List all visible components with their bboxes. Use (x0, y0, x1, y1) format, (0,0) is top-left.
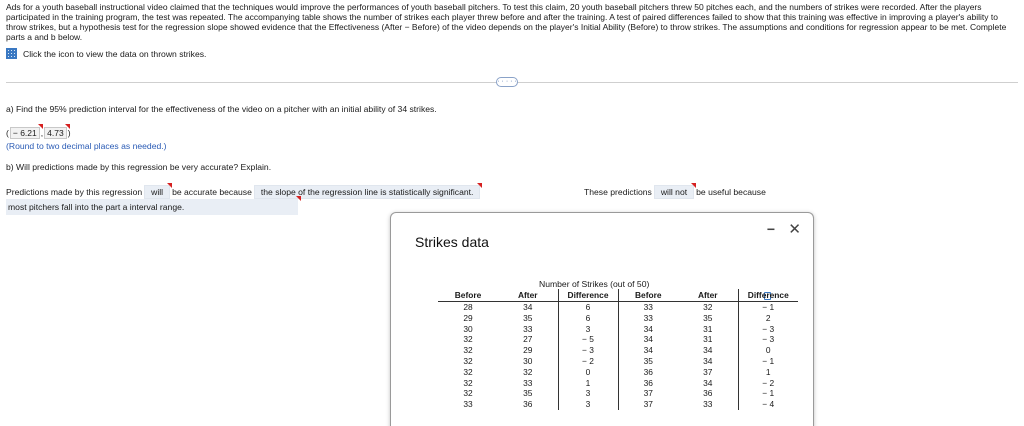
cell-difference-2: − 2 (762, 377, 775, 388)
dropdown-will[interactable] (144, 185, 170, 199)
cell-after-1: 33 (523, 377, 533, 388)
table-row (438, 399, 798, 410)
incorrect-flag-icon (477, 183, 482, 188)
cell-after-1: 30 (523, 355, 533, 366)
table-row (438, 367, 798, 378)
sentence2-suffix: be useful because (696, 187, 766, 197)
cell-before-2: 36 (643, 377, 653, 388)
cell-before-2: 37 (643, 399, 653, 410)
cell-after-2: 34 (678, 345, 738, 356)
table-row (438, 302, 798, 313)
table-row (438, 345, 798, 356)
cell-after-2: 33 (678, 399, 738, 410)
cell-after-1: 32 (523, 366, 533, 377)
problem-intro: Ads for a youth baseball instructional video claimed that the techniques would improve the performances of youth baseball pitchers. To test this claim, 20 youth baseball pitchers threw 50 pitches each, and the numbers of strikes were recorded. After the players participated in the training program, the test was repeated. The accompanying table shows the number of strikes each player threw before and after the training. A test of paired differences failed to show that this training was effective in improving a player's ability to throw strikes, but a hypothesis test for the regression slope showed evidence that the Effectiveness (After − Before) of the video depends on the player's Initial Ability (Before) to throw strikes. The assumptions and conditions for regression appear to be met. Complete parts a and b below. (6, 2, 1007, 42)
cell-difference-2: − 3 (762, 334, 775, 345)
cell-after-2: 34 (678, 356, 738, 367)
cell-before-2: 33 (643, 312, 653, 323)
cell-difference-2: − 3 (762, 323, 775, 334)
data-link-label: Click the icon to view the data on thrown strikes. (23, 48, 207, 59)
cell-difference-2: 1 (765, 366, 771, 377)
table-caption: Number of Strikes (out of 50) (539, 279, 650, 289)
part-b-sentence-1 (6, 185, 482, 199)
part-a-question: a) Find the 95% prediction interval for the effectiveness of the video on a pitcher with an initial ability of 34 strikes. (6, 104, 437, 114)
close-paren: ) (67, 128, 71, 138)
cell-before-1: 32 (463, 377, 473, 388)
dropdown-will-not[interactable] (654, 185, 694, 199)
part-b-question: b) Will predictions made by this regression be very accurate? Explain. (6, 162, 272, 172)
dropdown-will-value: will (151, 187, 164, 197)
cell-difference-1: 3 (558, 324, 618, 335)
incorrect-flag-icon (65, 124, 70, 129)
table-row (438, 378, 798, 389)
sentence2-prefix: These predictions (584, 187, 652, 197)
cell-after-1: 35 (523, 388, 533, 399)
cell-after-1: 34 (523, 302, 533, 312)
cell-difference-1: 3 (558, 399, 618, 410)
dropdown-reason-value: the slope of the regression line is statistically significant. (260, 187, 474, 197)
data-link[interactable] (6, 48, 206, 59)
cell-before-1: 28 (463, 302, 473, 312)
cell-before-2: 37 (643, 388, 653, 399)
cell-after-2: 35 (678, 313, 738, 324)
cell-after-1: 33 (523, 323, 533, 334)
cell-before-2: 34 (643, 334, 653, 345)
header-before-1: Before (438, 289, 498, 302)
cell-before-2: 33 (643, 302, 653, 312)
header-before-2: Before (618, 289, 678, 302)
cell-after-2: 31 (678, 334, 738, 345)
cell-before-1: 32 (463, 334, 473, 345)
lower-bound-value: − 6.21 (12, 128, 37, 138)
part-b-sentence-2 (584, 185, 766, 199)
cell-difference-1: − 3 (558, 345, 618, 356)
prediction-middle: be accurate because (172, 187, 252, 197)
cell-difference-1: − 5 (558, 334, 618, 345)
strikes-table (438, 289, 798, 410)
cell-after-1: 29 (523, 345, 533, 356)
table-row (438, 388, 798, 399)
modal-title: Strikes data (415, 234, 489, 250)
cell-difference-2: 0 (765, 345, 771, 356)
table-row (438, 334, 798, 345)
dropdown-range[interactable] (6, 199, 298, 215)
open-paren: ( (6, 128, 9, 138)
cell-after-1: 35 (523, 312, 533, 323)
header-after-2: After (678, 289, 738, 302)
cell-after-1: 36 (523, 399, 533, 410)
header-difference-2: Difference (738, 289, 798, 302)
rounding-hint: (Round to two decimal places as needed.) (6, 141, 167, 151)
table-grid-icon[interactable] (6, 48, 17, 59)
cell-after-2: 36 (678, 388, 738, 399)
cell-before-2: 34 (643, 345, 653, 356)
cell-difference-2: 2 (765, 312, 771, 323)
cell-difference-2: − 1 (762, 302, 775, 312)
cell-before-1: 32 (463, 345, 473, 356)
cell-difference-2: − 1 (762, 388, 775, 399)
cell-before-1: 32 (463, 366, 473, 377)
dropdown-range-value: most pitchers fall into the part a interval range. (8, 202, 185, 212)
table-row (438, 313, 798, 324)
cell-before-2: 35 (643, 355, 653, 366)
upper-bound-answer[interactable] (44, 127, 67, 139)
cell-before-1: 30 (463, 323, 473, 334)
cell-difference-1: 1 (558, 378, 618, 389)
header-after-1: After (498, 289, 558, 302)
incorrect-flag-icon (691, 183, 696, 188)
table-row (438, 356, 798, 367)
cell-after-1: 27 (523, 334, 533, 345)
incorrect-flag-icon (167, 183, 172, 188)
incorrect-flag-icon (38, 124, 43, 129)
cell-difference-2: − 4 (762, 399, 775, 410)
cell-difference-1: 6 (558, 302, 618, 313)
cell-difference-1: 6 (558, 313, 618, 324)
dropdown-will-not-value: will not (660, 187, 688, 197)
comma: , (40, 128, 44, 138)
cell-after-2: 32 (678, 302, 738, 313)
upper-bound-value: 4.73 (47, 128, 64, 138)
table-row (438, 324, 798, 335)
cell-before-1: 32 (463, 355, 473, 366)
cell-before-1: 32 (463, 388, 473, 399)
minimize-icon[interactable]: − (766, 221, 775, 237)
table-header-row (438, 289, 798, 302)
cell-difference-1: 3 (558, 388, 618, 399)
expand-button[interactable]: · · · · · (497, 78, 517, 85)
cell-after-2: 37 (678, 367, 738, 378)
cell-after-2: 34 (678, 378, 738, 389)
cell-before-2: 34 (643, 323, 653, 334)
close-icon[interactable]: ✕ (788, 221, 801, 238)
lower-bound-answer[interactable] (10, 127, 40, 139)
incorrect-flag-icon (296, 196, 301, 201)
cell-difference-2: − 1 (762, 355, 775, 366)
cell-before-2: 36 (643, 366, 653, 377)
strikes-data-modal (390, 212, 814, 426)
prediction-prefix: Predictions made by this regression (6, 187, 143, 197)
cell-difference-1: − 2 (558, 356, 618, 367)
cell-after-2: 31 (678, 324, 738, 335)
cell-before-1: 33 (463, 399, 473, 410)
dropdown-reason[interactable] (254, 185, 481, 199)
cell-before-1: 29 (463, 312, 473, 323)
header-difference-1: Difference (558, 289, 618, 302)
cell-difference-1: 0 (558, 367, 618, 378)
part-a-answer (6, 127, 71, 139)
